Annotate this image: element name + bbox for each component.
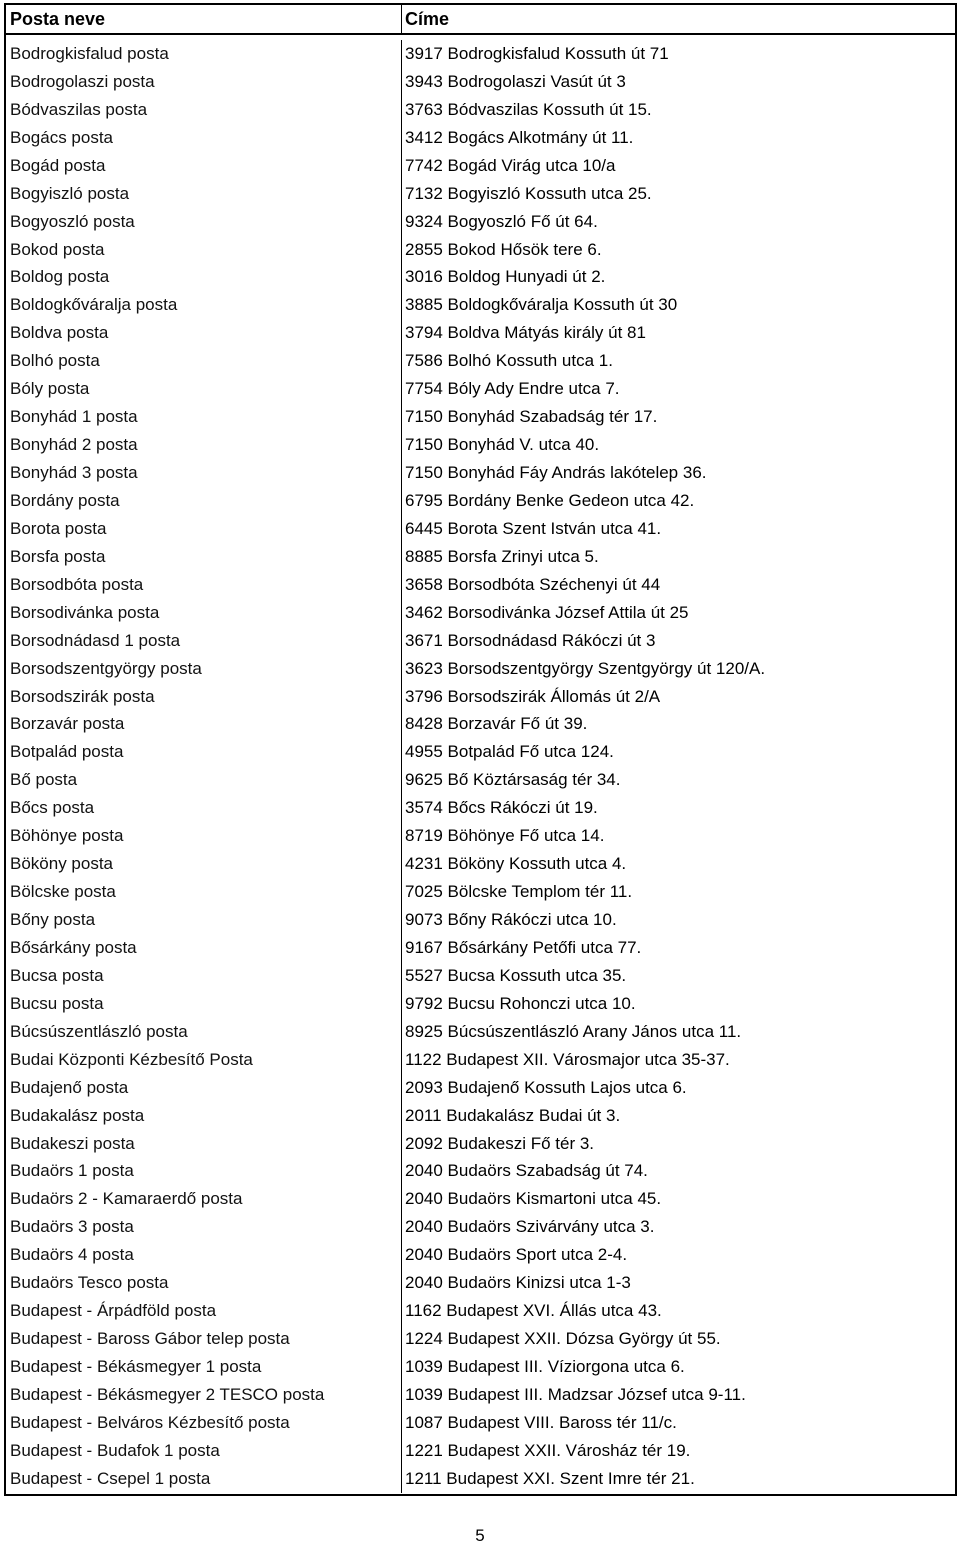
post-office-name: Bonyhád 1 posta [6,403,402,431]
post-office-address: 7150 Bonyhád V. utca 40. [405,435,600,455]
post-office-name: Bölcske posta [6,878,402,906]
post-office-address: 2093 Budajenő Kossuth Lajos utca 6. [405,1077,687,1097]
table-row [6,1409,955,1437]
post-office-name: Botpalád posta [6,738,402,766]
table-row [6,1325,955,1353]
table-row [6,683,955,711]
post-office-address: 1122 Budapest XII. Városmajor utca 35-37. [405,1049,730,1069]
table-row [6,375,955,403]
post-office-address: 3917 Bodrogkisfalud Kossuth út 71 [405,43,669,63]
post-office-name: Bodrogkisfalud posta [6,40,402,68]
post-office-name: Bő posta [6,766,402,794]
table-row [6,571,955,599]
table-row [6,1269,955,1297]
post-office-name: Borsodivánka posta [6,599,402,627]
table-row [6,291,955,319]
table-row [6,711,955,739]
table-row [6,1381,955,1409]
post-office-name: Boldogkőváralja posta [6,291,402,319]
post-office-address: 7754 Bóly Ady Endre utca 7. [405,379,620,399]
post-office-name: Budapest - Árpádföld posta [6,1297,402,1325]
post-office-address: 7025 Bölcske Templom tér 11. [405,882,633,902]
post-office-name: Búcsúszentlászló posta [6,1018,402,1046]
post-office-address: 4231 Bököny Kossuth utca 4. [405,854,627,874]
table-row [6,459,955,487]
post-office-name: Bucsu posta [6,990,402,1018]
post-office-name: Borsfa posta [6,543,402,571]
post-office-name: Budaörs 4 posta [6,1241,402,1269]
table-row [6,431,955,459]
post-office-name: Bonyhád 2 posta [6,431,402,459]
table-row [6,1437,955,1465]
post-office-address: 7150 Bonyhád Fáy András lakótelep 36. [405,463,707,483]
post-office-name: Budapest - Békásmegyer 2 TESCO posta [6,1381,402,1409]
post-office-name: Bogád posta [6,152,402,180]
post-office-address: 3412 Bogács Alkotmány út 11. [405,127,634,147]
post-office-address: 8428 Borzavár Fő út 39. [405,714,588,734]
post-office-name: Bogyiszló posta [6,180,402,208]
table-row [6,906,955,934]
table-row [6,1074,955,1102]
post-office-table [4,3,957,1496]
post-office-address: 8885 Borsfa Zrinyi utca 5. [405,546,599,566]
table-row [6,1241,955,1269]
post-office-address: 1211 Budapest XXI. Szent Imre tér 21. [405,1468,695,1488]
table-row [6,878,955,906]
post-office-address: 6795 Bordány Benke Gedeon utca 42. [405,490,695,510]
post-office-name: Budapest - Békásmegyer 1 posta [6,1353,402,1381]
post-office-address: 8719 Böhönye Fő utca 14. [405,826,605,846]
post-office-address: 3943 Bodrogolaszi Vasút út 3 [405,71,626,91]
post-office-address: 3658 Borsodbóta Széchenyi út 44 [405,574,661,594]
page-number: 5 [475,1526,485,1545]
post-office-name: Bolhó posta [6,347,402,375]
post-office-address: 3623 Borsodszentgyörgy Szentgyörgy út 120/A. [405,658,766,678]
table-row [6,236,955,264]
table-row [6,655,955,683]
post-office-address: 7742 Bogád Virág utca 10/a [405,155,616,175]
post-office-name: Budai Központi Kézbesítő Posta [6,1046,402,1074]
table-row [6,1102,955,1130]
post-office-name: Bősárkány posta [6,934,402,962]
table-row [6,766,955,794]
table-row [6,990,955,1018]
post-office-name: Bogyoszló posta [6,208,402,236]
table-body [6,35,955,1494]
table-row [6,738,955,766]
post-office-name: Borzavár posta [6,711,402,739]
post-office-name: Budapest - Csepel 1 posta [6,1465,402,1493]
table-row [6,152,955,180]
table-row [6,1213,955,1241]
table-row [6,627,955,655]
post-office-address: 1087 Budapest VIII. Baross tér 11/c. [405,1412,677,1432]
table-row [6,319,955,347]
post-office-name: Borsodbóta posta [6,571,402,599]
table-row [6,962,955,990]
table-row [6,208,955,236]
table-row [6,794,955,822]
post-office-name: Bőny posta [6,906,402,934]
table-row [6,1353,955,1381]
table-header [6,5,955,35]
table-row [6,1130,955,1158]
post-office-name: Bonyhád 3 posta [6,459,402,487]
post-office-address: 3574 Bőcs Rákóczi út 19. [405,798,598,818]
post-office-address: 2040 Budaörs Szabadság út 74. [405,1161,648,1181]
post-office-name: Budaörs Tesco posta [6,1269,402,1297]
post-office-name: Bogács posta [6,124,402,152]
post-office-name: Budakalász posta [6,1102,402,1130]
post-office-name: Budakeszi posta [6,1130,402,1158]
table-row [6,1185,955,1213]
post-office-address: 7586 Bolhó Kossuth utca 1. [405,351,613,371]
post-office-name: Budaörs 1 posta [6,1158,402,1186]
post-office-name: Bóly posta [6,375,402,403]
post-office-name: Budaörs 2 - Kamaraerdő posta [6,1185,402,1213]
table-row [6,934,955,962]
table-row [6,68,955,96]
post-office-address: 2092 Budakeszi Fő tér 3. [405,1133,595,1153]
post-office-address: 2040 Budaörs Kinizsi utca 1-3 [405,1273,631,1293]
post-office-address: 3016 Boldog Hunyadi út 2. [405,267,606,287]
post-office-address: 3671 Borsodnádasd Rákóczi út 3 [405,630,656,650]
post-office-address: 1224 Budapest XXII. Dózsa György út 55. [405,1329,721,1349]
post-office-address: 2011 Budakalász Budai út 3. [405,1105,621,1125]
post-office-address: 9625 Bő Köztársaság tér 34. [405,770,621,790]
post-office-name: Borsodszentgyörgy posta [6,655,402,683]
post-office-address: 9073 Bőny Rákóczi utca 10. [405,910,617,930]
post-office-address: 4955 Botpalád Fő utca 124. [405,742,614,762]
post-office-address: 7150 Bonyhád Szabadság tér 17. [405,407,658,427]
post-office-address: 9167 Bősárkány Petőfi utca 77. [405,937,642,957]
post-office-address: 1039 Budapest III. Víziorgona utca 6. [405,1357,685,1377]
post-office-address: 6445 Borota Szent István utca 41. [405,518,662,538]
post-office-address: 2040 Budaörs Szivárvány utca 3. [405,1217,655,1237]
table-row [6,1297,955,1325]
table-row [6,850,955,878]
post-office-name: Bodrogolaszi posta [6,68,402,96]
post-office-name: Böhönye posta [6,822,402,850]
column-header-name: Posta neve [6,5,402,33]
post-office-name: Bököny posta [6,850,402,878]
post-office-name: Budaörs 3 posta [6,1213,402,1241]
post-office-name: Budapest - Belváros Kézbesítő posta [6,1409,402,1437]
table-row [6,487,955,515]
post-office-address: 5527 Bucsa Kossuth utca 35. [405,965,627,985]
table-row [6,1158,955,1186]
post-office-name: Borota posta [6,515,402,543]
post-office-name: Budapest - Budafok 1 posta [6,1437,402,1465]
table-row [6,403,955,431]
post-office-name: Bokod posta [6,236,402,264]
post-office-address: 9324 Bogyoszló Fő út 64. [405,211,598,231]
post-office-name: Borsodnádasd 1 posta [6,627,402,655]
post-office-name: Bordány posta [6,487,402,515]
table-row [6,1465,955,1493]
table-row [6,40,955,68]
post-office-name: Boldog posta [6,264,402,292]
post-office-address: 3794 Boldva Mátyás király út 81 [405,323,646,343]
table-row [6,1018,955,1046]
table-row [6,96,955,124]
post-office-name: Borsodszirák posta [6,683,402,711]
post-office-address: 1221 Budapest XXII. Városház tér 19. [405,1440,691,1460]
post-office-address: 3885 Boldogkőváralja Kossuth út 30 [405,295,678,315]
post-office-name: Boldva posta [6,319,402,347]
table-row [6,264,955,292]
table-row [6,347,955,375]
post-office-address: 7132 Bogyiszló Kossuth utca 25. [405,183,652,203]
table-row [6,543,955,571]
post-office-name: Bucsa posta [6,962,402,990]
post-office-name: Bőcs posta [6,794,402,822]
post-office-address: 1162 Budapest XVI. Állás utca 43. [405,1301,662,1321]
post-office-address: 3763 Bódvaszilas Kossuth út 15. [405,99,652,119]
table-row [6,1046,955,1074]
post-office-address: 2855 Bokod Hősök tere 6. [405,239,602,259]
post-office-address: 2040 Budaörs Sport utca 2-4. [405,1245,628,1265]
post-office-address: 3462 Borsodivánka József Attila út 25 [405,602,689,622]
post-office-name: Budapest - Baross Gábor telep posta [6,1325,402,1353]
table-row [6,515,955,543]
table-row [6,180,955,208]
post-office-name: Budajenő posta [6,1074,402,1102]
post-office-address: 9792 Bucsu Rohonczi utca 10. [405,993,636,1013]
post-office-name: Bódvaszilas posta [6,96,402,124]
post-office-address: 2040 Budaörs Kismartoni utca 45. [405,1189,662,1209]
post-office-address: 1039 Budapest III. Madzsar József utca 9-11. [405,1384,746,1404]
post-office-address: 3796 Borsodszirák Állomás út 2/A [405,686,661,706]
post-office-address: 8925 Búcsúszentlászló Arany János utca 11. [405,1021,742,1041]
column-header-address: Címe [405,8,450,29]
table-row [6,124,955,152]
table-row [6,599,955,627]
table-row [6,822,955,850]
